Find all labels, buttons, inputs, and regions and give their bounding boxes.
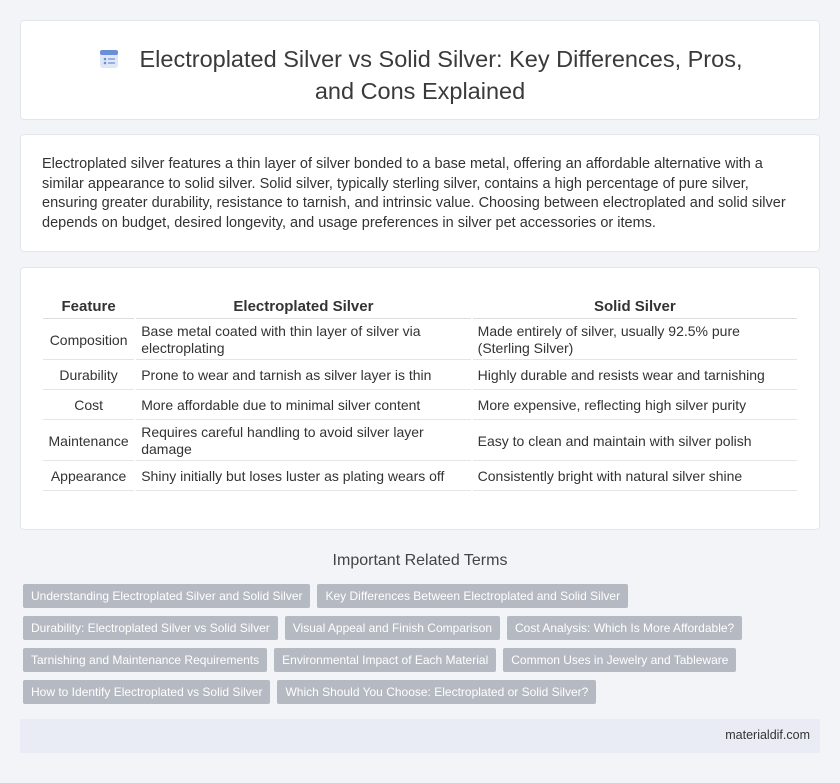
table-header-row [43, 298, 797, 319]
related-term-link[interactable]: Visual Appeal and Finish Comparison [285, 616, 500, 640]
header-electroplated: Electroplated Silver [136, 298, 470, 319]
term-row [23, 616, 823, 640]
row-electroplated: Requires careful handling to avoid silver layer damage [136, 422, 470, 461]
term-row [23, 648, 823, 672]
row-electroplated: Base metal coated with thin layer of silver via electroplating [136, 321, 470, 360]
related-term-link[interactable]: Which Should You Choose: Electroplated or Solid Silver? [277, 680, 596, 704]
table-row [43, 392, 797, 420]
row-electroplated: Shiny initially but loses luster as plating wears off [136, 463, 470, 491]
row-feature: Composition [43, 321, 134, 360]
term-row [23, 584, 823, 608]
row-solid: Consistently bright with natural silver shine [473, 463, 797, 491]
row-solid: Easy to clean and maintain with silver polish [473, 422, 797, 461]
related-term-link[interactable]: How to Identify Electroplated vs Solid Silver [23, 680, 270, 704]
related-term-link[interactable]: Common Uses in Jewelry and Tableware [503, 648, 736, 672]
comparison-table [41, 296, 799, 493]
table-row [43, 463, 797, 491]
row-solid: Made entirely of silver, usually 92.5% pure (Sterling Silver) [473, 321, 797, 360]
footer [20, 719, 820, 753]
page-title-wrap [81, 45, 759, 106]
related-term-link[interactable]: Tarnishing and Maintenance Requirements [23, 648, 267, 672]
table-row [43, 422, 797, 461]
header-feature: Feature [43, 298, 134, 319]
row-solid: More expensive, reflecting high silver purity [473, 392, 797, 420]
intro-card [20, 134, 820, 252]
related-term-link[interactable]: Key Differences Between Electroplated and Solid Silver [317, 584, 628, 608]
row-electroplated: Prone to wear and tarnish as silver layer is thin [136, 362, 470, 390]
related-term-link[interactable]: Durability: Electroplated Silver vs Solid Silver [23, 616, 278, 640]
row-feature: Durability [43, 362, 134, 390]
document-icon [98, 48, 120, 77]
table-row [43, 321, 797, 360]
related-terms-heading: Important Related Terms [332, 552, 508, 569]
related-term-link[interactable]: Cost Analysis: Which Is More Affordable? [507, 616, 742, 640]
related-term-link[interactable]: Understanding Electroplated Silver and Solid Silver [23, 584, 310, 608]
header-solid: Solid Silver [473, 298, 797, 319]
related-terms-list [23, 584, 823, 712]
row-feature: Cost [43, 392, 134, 420]
title-card [20, 20, 820, 120]
page-title: Electroplated Silver vs Solid Silver: Key Differences, Pros, and Cons Explained [139, 46, 743, 104]
related-term-link[interactable]: Environmental Impact of Each Material [274, 648, 496, 672]
comparison-card [20, 267, 820, 530]
intro-paragraph: Electroplated silver features a thin layer of silver bonded to a base metal, offering an affordable alternative with a similar appearance to solid silver. Solid silver, typically sterling silver, contains a high percentage of pure silver, ensuring greater durability, resistance to tarnish, and intrinsic value. Choosing between electroplated and solid silver depends on budget, desired longevity, and usage preferences in silver pet accessories or items. [42, 156, 786, 231]
row-solid: Highly durable and resists wear and tarnishing [473, 362, 797, 390]
table-row [43, 362, 797, 390]
row-feature: Appearance [43, 463, 134, 491]
term-row [23, 680, 823, 704]
row-electroplated: More affordable due to minimal silver content [136, 392, 470, 420]
footer-site-link[interactable]: materialdif.com [725, 728, 810, 742]
row-feature: Maintenance [43, 422, 134, 461]
